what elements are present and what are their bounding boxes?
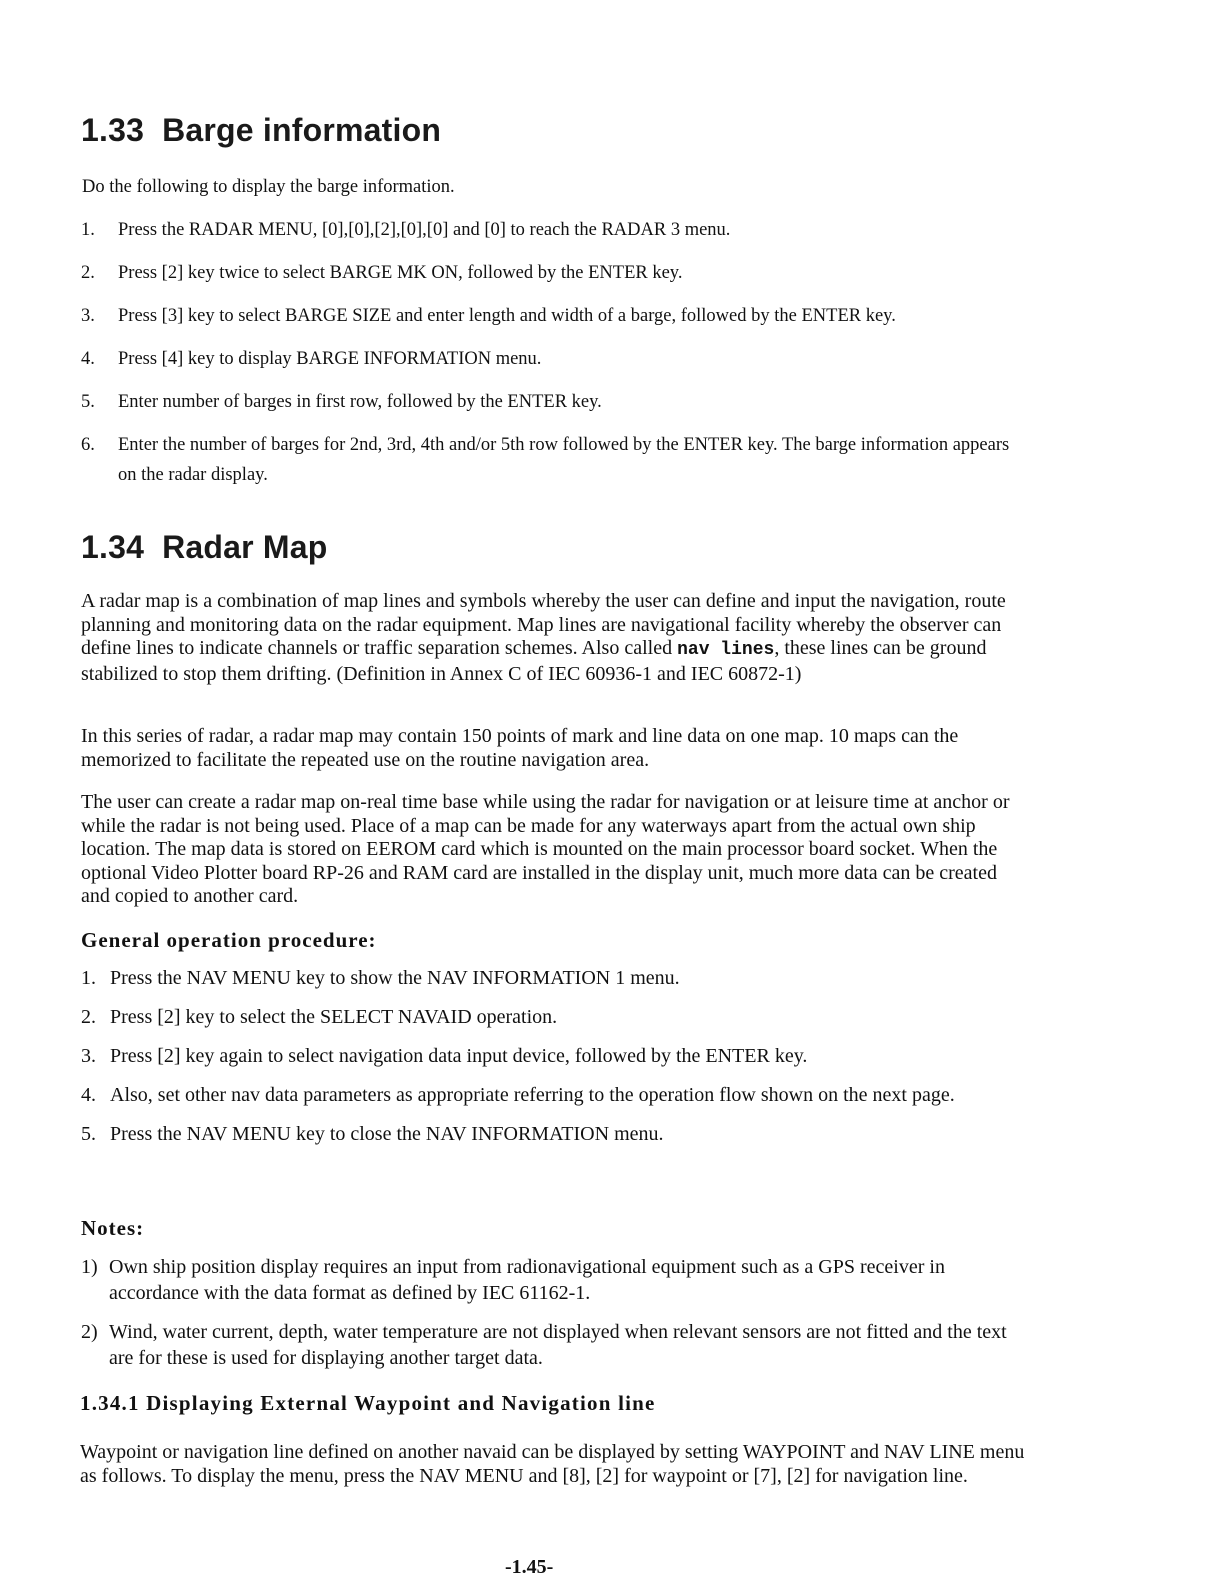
barge-step-item-text: Press [4] key to display BARGE INFORMATION menu. xyxy=(118,349,542,369)
barge-step-item-number: 2. xyxy=(81,263,95,283)
procedure-step-item-text: Press the NAV MENU key to close the NAV INFORMATION menu. xyxy=(110,1123,664,1145)
procedure-step-item-number: 2. xyxy=(81,1006,96,1028)
radar-map-paragraph-1-start: A radar map is a combination of map lines and symbols whereby the user can define and input the navigation, route planning and monitoring data on the radar equipment. Map lines are navigational facility whereby the observer can define lines to indicate channels or traffic separation schemes. Also called xyxy=(81,590,1006,659)
barge-step-item-text: Press [3] key to select BARGE SIZE and enter length and width of a barge, followed by the ENTER key. xyxy=(118,306,896,326)
barge-step-item-text: Press the RADAR MENU, [0],[0],[2],[0],[0] and [0] to reach the RADAR 3 menu. xyxy=(118,220,731,240)
radar-map-paragraph-3: The user can create a radar map on-real time base while using the radar for navigation or at leisure time at anchor or while the radar is not being used. Place of a map can be made for any waterways apart from the actual own ship location. The map data is stored on EEROM card which is mounted on the main processor board socket. When the optional Video Plotter board RP-26 and RAM card are installed in the display unit, much more data can be created and copied to another card. xyxy=(81,791,1010,907)
note-item-text: Wind, water current, depth, water temperature are not displayed when relevant sensors are not fitted and the text are for these is used for displaying another target data. xyxy=(109,1321,1007,1369)
note-item xyxy=(81,1319,1016,1371)
section-133-steps xyxy=(81,215,1026,503)
barge-step-item xyxy=(81,344,1026,374)
procedure-heading: General operation procedure: xyxy=(81,928,377,952)
procedure-step-item xyxy=(81,1121,1016,1147)
procedure-step-item-text: Press [2] key to select the SELECT NAVAID operation. xyxy=(110,1006,558,1028)
procedure-step-item-text: Press [2] key again to select navigation data input device, followed by the ENTER key. xyxy=(110,1045,808,1067)
procedure-step-item-number: 5. xyxy=(81,1123,96,1145)
barge-step-item xyxy=(81,387,1026,417)
procedure-step-item-number: 3. xyxy=(81,1045,96,1067)
radar-map-paragraph-1 xyxy=(81,590,1011,686)
barge-step-item-number: 3. xyxy=(81,306,95,326)
section-133-intro: Do the following to display the barge information. xyxy=(82,177,455,197)
procedure-step-item-text: Press the NAV MENU key to show the NAV INFORMATION 1 menu. xyxy=(110,967,680,989)
barge-step-item-number: 5. xyxy=(81,392,95,412)
section-134-number: 1.34 xyxy=(81,529,145,565)
section-133-title-text: Barge information xyxy=(162,112,442,148)
radar-map-paragraph-1-end: , these lines can be ground stabilized to stop them drifting. (Definition in Annex C of IEC 60936-1 and IEC 60872-1) xyxy=(81,637,987,685)
procedure-step-item xyxy=(81,1043,1016,1069)
section-133-title xyxy=(81,112,441,149)
barge-step-item-number: 1. xyxy=(81,220,95,240)
barge-step-item xyxy=(81,301,1026,331)
section-1341-text: Waypoint or navigation line defined on another navaid can be displayed by setting WAYPOINT and NAV LINE menu as follows. To display the menu, press the NAV MENU and [8], [2] for waypoint or [7], [2] for navigation line. xyxy=(80,1441,1025,1487)
notes-list xyxy=(81,1254,1016,1384)
note-item-number: 1) xyxy=(81,1256,98,1278)
procedure-step-item xyxy=(81,965,1016,991)
procedure-steps xyxy=(81,965,1016,1160)
barge-step-item-text: Enter number of barges in first row, followed by the ENTER key. xyxy=(118,392,602,412)
note-item-number: 2) xyxy=(81,1321,98,1343)
barge-step-item xyxy=(81,430,1026,490)
radar-map-paragraph-2: In this series of radar, a radar map may contain 150 points of mark and line data on one map. 10 maps can the memorized to facilitate the repeated use on the routine navigation area. xyxy=(81,725,959,771)
procedure-step-item-text: Also, set other nav data parameters as appropriate referring to the operation flow shown on the next page. xyxy=(110,1084,955,1106)
procedure-step-item-number: 1. xyxy=(81,967,96,989)
note-item-text: Own ship position display requires an input from radionavigational equipment such as a GPS receiver in accordance with the data format as defined by IEC 61162-1. xyxy=(109,1256,945,1304)
section-133-number: 1.33 xyxy=(81,112,145,148)
barge-step-item xyxy=(81,215,1026,245)
procedure-step-item xyxy=(81,1004,1016,1030)
page-number: -1.45- xyxy=(505,1556,554,1578)
barge-step-item-text: Enter the number of barges for 2nd, 3rd, 4th and/or 5th row followed by the ENTER key. The barge information appears on the radar display. xyxy=(118,435,1010,485)
nav-lines-term: nav lines xyxy=(677,640,775,660)
barge-step-item-number: 4. xyxy=(81,349,95,369)
barge-step-item-number: 6. xyxy=(81,435,95,455)
note-item xyxy=(81,1254,1016,1306)
procedure-step-item-number: 4. xyxy=(81,1084,96,1106)
procedure-step-item xyxy=(81,1082,1016,1108)
section-134-title xyxy=(81,529,328,566)
barge-step-item-text: Press [2] key twice to select BARGE MK ON, followed by the ENTER key. xyxy=(118,263,683,283)
section-134-title-text: Radar Map xyxy=(162,529,328,565)
barge-step-item xyxy=(81,258,1026,288)
section-1341-heading: 1.34.1 Displaying External Waypoint and Navigation line xyxy=(80,1391,656,1415)
notes-heading: Notes: xyxy=(81,1216,145,1240)
